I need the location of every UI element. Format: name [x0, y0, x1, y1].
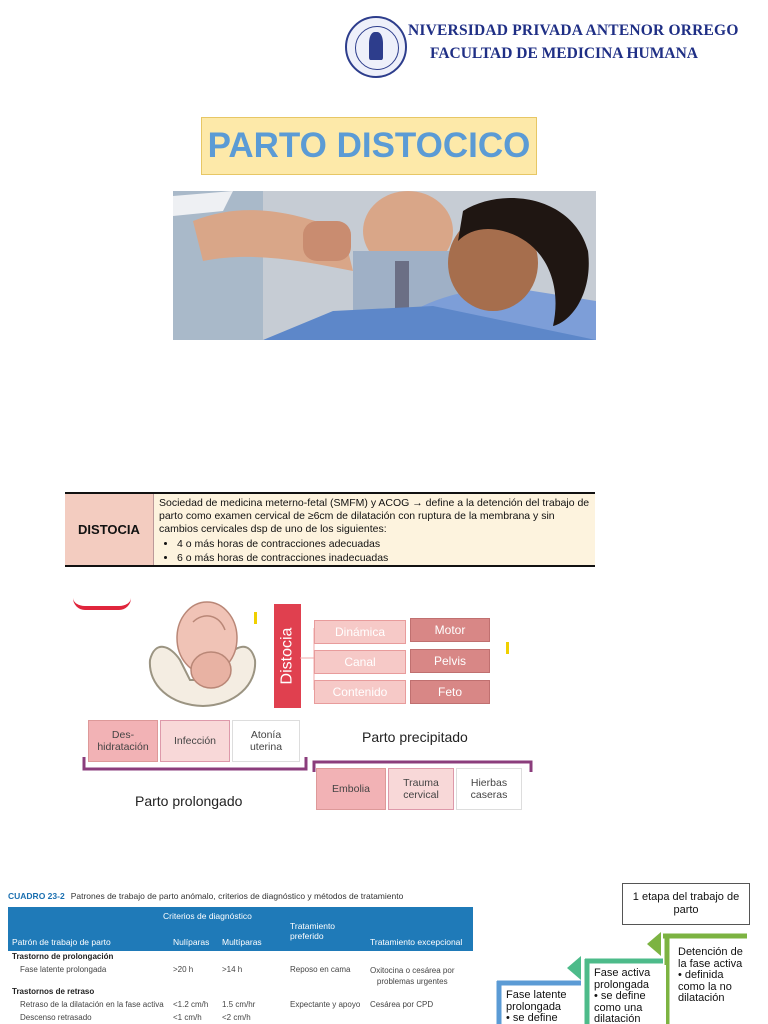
header-multiparas: Multíparas — [222, 937, 262, 947]
university-seal-logo — [345, 16, 407, 78]
parto-precipitado-label: Parto precipitado — [362, 729, 468, 745]
caption-text: Patrones de trabajo de parto anómalo, criterios de diagnóstico y métodos de tratamiento — [70, 891, 404, 901]
bullet-item: • 4 o más horas de contracciones adecuadas — [177, 538, 591, 551]
box-motor: Motor — [410, 618, 490, 642]
definition-text: Sociedad de medicina meterno-fetal (SMFM) y ACOG → define a la detención del trabajo de parto como examen cervical de ≥6cm de dilatación con ruptura de la membrana y sin cambios cervicales dsp de uno de los siguientes: — [159, 497, 590, 535]
yellow-marker — [254, 612, 257, 624]
page-title: PARTO DISTOCICO — [207, 126, 531, 165]
table-row: Retraso de la dilatación en la fase activa <1.2 cm/h 1.5 cm/hr Expectante y apoyo Cesárea por CPD — [20, 1000, 434, 1009]
box-pelvis: Pelvis — [410, 649, 490, 673]
header-pattern: Patrón de trabajo de parto — [12, 937, 111, 947]
fetus-in-pelvis-illustration — [145, 600, 260, 710]
box-hierbas-caseras: Hierbas caseras — [456, 768, 522, 810]
box-trauma-cervical: Trauma cervical — [388, 768, 454, 810]
box-contenido: Contenido — [314, 680, 406, 704]
box-embolia: Embolia — [316, 768, 386, 810]
red-swoosh-decoration — [73, 598, 131, 610]
flow-step-fase-activa: Fase activa prolongada • se define como una dilatación — [590, 965, 666, 1024]
table-row: Fase latente prolongada >20 h >14 h Reposo en cama Oxitocina o cesárea por problemas urgentes — [20, 965, 455, 986]
caption-id: CUADRO 23-2 — [8, 891, 65, 901]
parto-prolongado-label: Parto prolongado — [135, 793, 243, 809]
photo-illustration — [173, 191, 596, 340]
box-canal: Canal — [314, 650, 406, 674]
box-deshidratacion: Des- hidratación — [88, 720, 158, 762]
distocia-vertical-label: Distocia — [274, 604, 301, 708]
prolongado-bracket — [80, 755, 310, 777]
box-dinamica: Dinámica — [314, 620, 406, 644]
table-row: Trastorno de prolongación — [12, 952, 114, 961]
university-name: NIVERSIDAD PRIVADA ANTENOR ORREGO — [408, 22, 739, 39]
cuadro-23-2-table — [8, 885, 473, 1024]
box-atonia-uterina: Atonía uterina — [232, 720, 300, 762]
box-feto: Feto — [410, 680, 490, 704]
table-row: Descenso retrasado <1 cm/h <2 cm/h — [20, 1013, 251, 1022]
page-title-box — [201, 117, 537, 175]
distocia-definition — [159, 497, 591, 566]
header-exceptional: Tratamiento excepcional — [370, 937, 463, 947]
woman-in-labor-photo — [173, 191, 596, 340]
yellow-marker — [506, 642, 509, 654]
table-row: Trastornos de retraso — [12, 987, 95, 996]
bullet-item: • 6 o más horas de contracciones inadecuadas — [177, 552, 591, 565]
flow-top-box: 1 etapa del trabajo de parto — [622, 883, 750, 925]
table-caption — [8, 885, 473, 907]
distocia-definition-table — [65, 492, 595, 567]
table-header — [8, 907, 473, 951]
box-infeccion: Infección — [160, 720, 230, 762]
header-nulliparas: Nulíparas — [173, 937, 210, 947]
header-preferred: Tratamiento preferido — [290, 921, 336, 941]
flow-step-fase-latente: Fase latente prolongada • se define — [502, 987, 580, 1024]
flow-step-detencion: Detención de la fase activa • definida como la no dilatación — [674, 944, 756, 1024]
header-criteria: Criterios de diagnóstico — [163, 911, 252, 921]
distocia-label: DISTOCIA — [65, 494, 154, 565]
faculty-name: FACULTAD DE MEDICINA HUMANA — [430, 45, 698, 62]
